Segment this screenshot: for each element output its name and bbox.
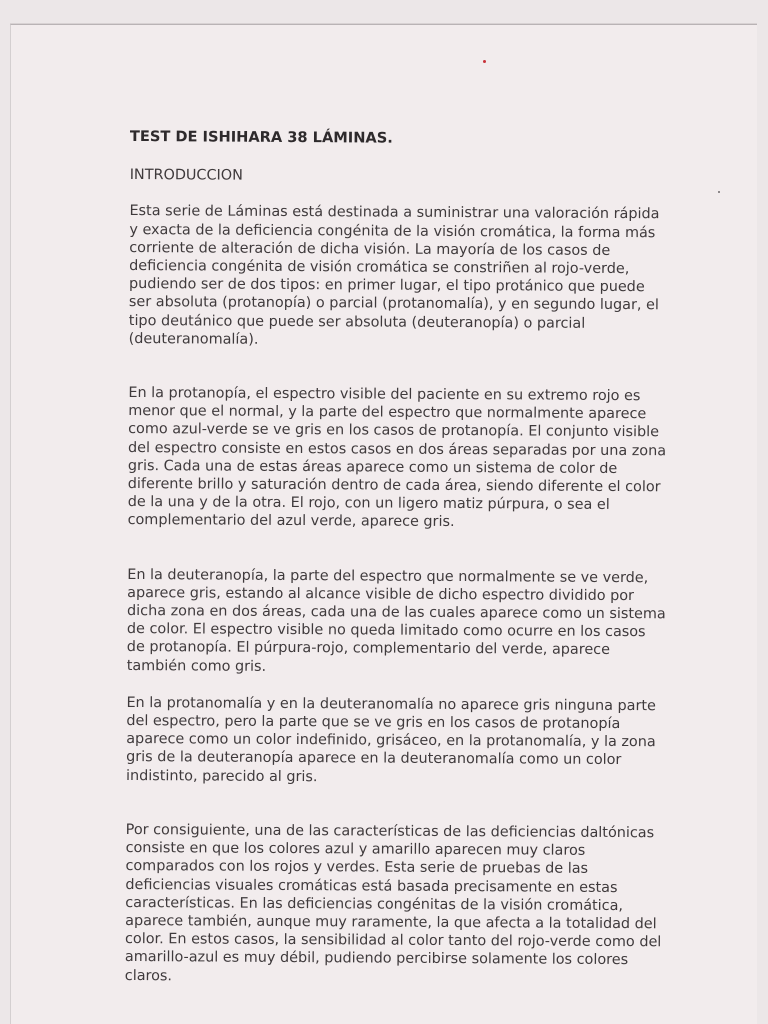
document-title: TEST DE ISHIHARA 38 LÁMINAS. xyxy=(129,128,393,147)
paragraph-deuteranopia: En la deuteranopía, la parte del espectro que normalmente se ve verde, aparece gris, estando al alcance visible de dicho espectro dividido por dicha zona en dos áreas, cada una de las cuales aparece como un sistema de color. El espectro visible no queda limitado como ocurre en los casos de protanopía. El púrpura-rojo, complementario del verde, aparece también como gris. xyxy=(126,566,666,675)
red-ink-speck xyxy=(483,60,486,63)
paragraph-conclusion: Por consiguiente, una de las características de las deficiencias daltónicas consiste en que los colores azul y amarillo aparecen muy claros comparados con los rojos y verdes. Esta serie de pruebas de las deficiencias visuales cromáticas está basada precisamente en estas características. En las deficiencias congénitas de la visión cromática, aparece también, aunque muy raramente, la que afecta a la totalidad del color. En estos casos, la sensibilidad al color tanto del rojo-verde como del amarillo-azul es muy débil, pudiendo percibirse solamente los colores claros. xyxy=(124,821,662,984)
paragraph-intro: Esta serie de Láminas está destinada a suministrar una valoración rápida y exacta de la deficiencia congénita de la visión cromática, la forma más corriente de alteración de dicha visión. La mayoría de los casos de deficiencia congénita de visión cromática se constriñen al rojo-verde, pudiendo ser de dos tipos: en primer lugar, el tipo protánico que puede ser absoluta (protanopía) o parcial (protanomalía), y en segundo lugar, el tipo deutánico que puede ser absoluta (deuteranopía) o parcial (deuteranomalía). xyxy=(128,203,660,348)
paragraph-protanopia: En la protanopía, el espectro visible del paciente en su extremo rojo es menor que el normal, y la parte del espectro que normalmente aparece como azul-verde se ve gris en los casos de protanopía. El conjunto visible del espectro consiste en estos casos en dos áreas separadas por una zona gris. Cada una de estas áreas aparece como un sistema de color de diferente brillo y saturación dentro de cada área, siendo diferente el color de la una y de la otra. El rojo, con un ligero matiz púrpura, o sea el complementario del azul verde, aparece gris. xyxy=(127,385,667,531)
document-body xyxy=(125,128,670,988)
paragraph-anomalies: En la protanomalía y en la deuteranomalía no aparece gris ninguna parte del espectro, pero la parte que se ve gris en los casos de protanopía aparece como un color indefinido, grisáceo, en la protanomalía, y la zona gris de la deuteranopía aparece en la deuteranomalía como un color indistinto, parecido al gris. xyxy=(125,694,656,785)
section-heading: INTRODUCCION xyxy=(129,167,243,184)
dust-speck xyxy=(718,191,720,193)
